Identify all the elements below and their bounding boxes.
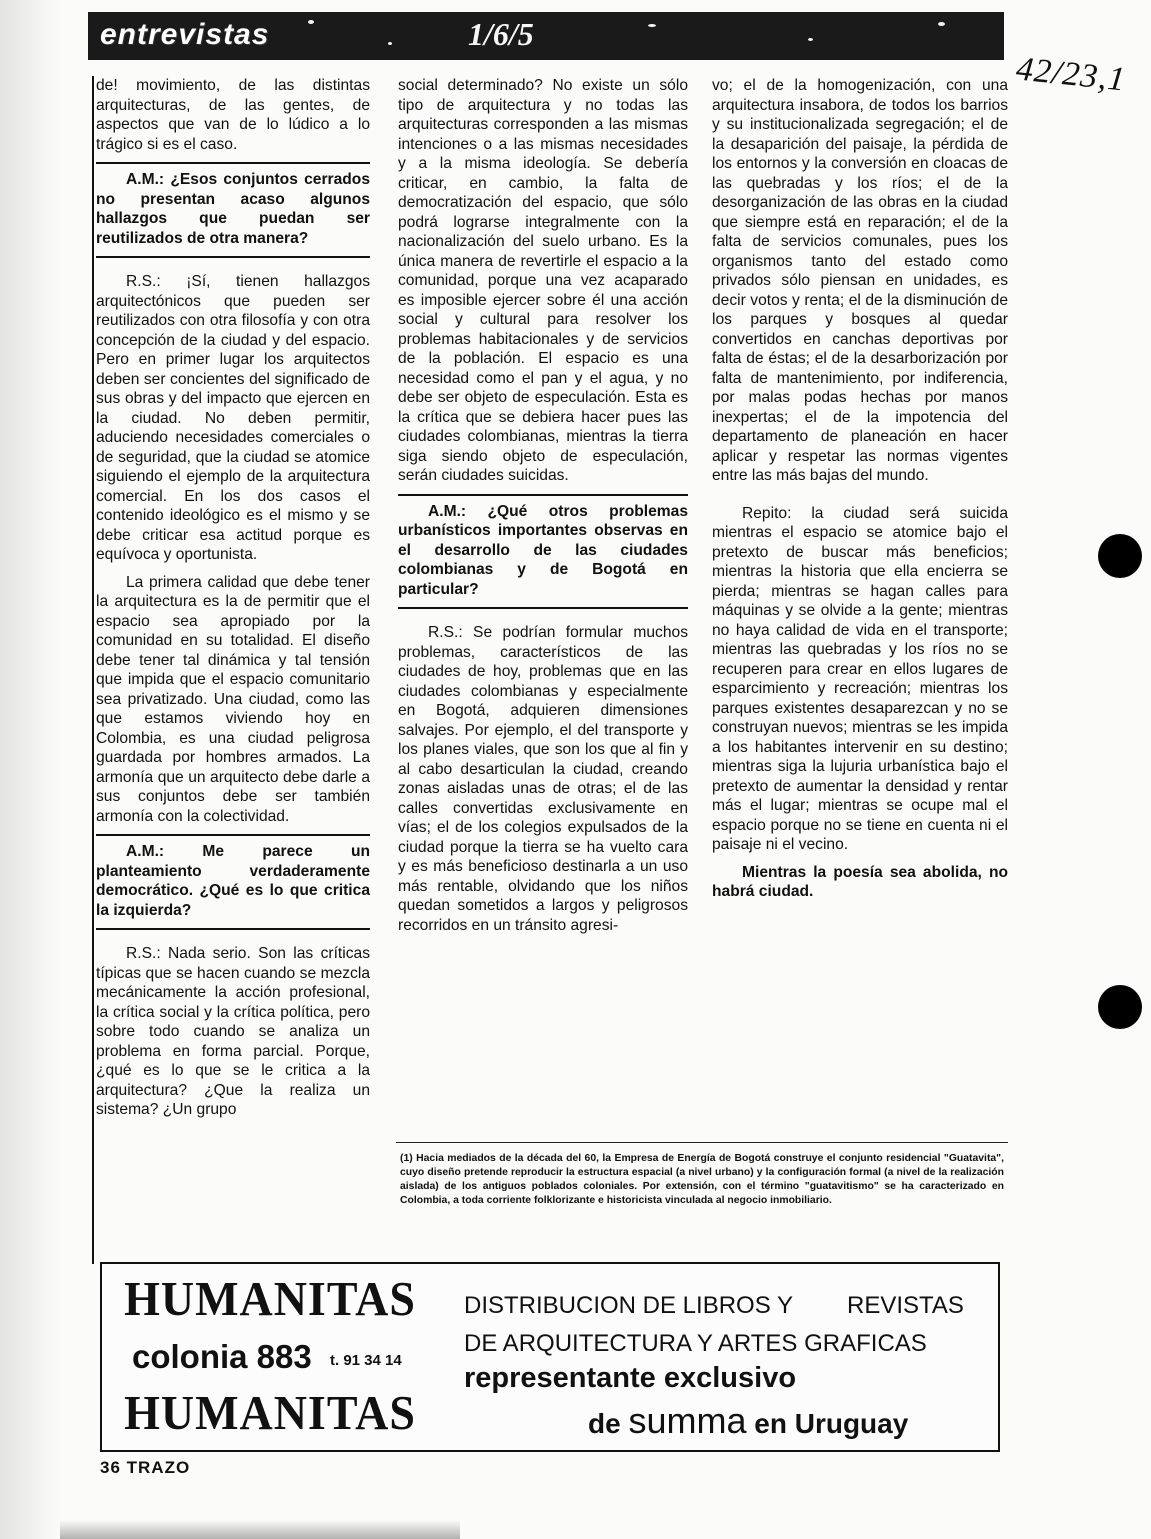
ad-text: REVISTAS (847, 1292, 964, 1319)
footnote-divider (396, 1142, 1008, 1143)
answer: R.S.: Nada serio. Son las críticas típicas que se hacen cuando se mezcla mecánicamente la acción profesional, la crítica social y la crítica política, pero sobre todo cuando se analiza un problema en forma parcial. Porque, ¿qué es lo que se le critica a la arquitectura? ¿Que la realiza un sistema? ¿Un grupo (96, 945, 370, 1118)
ad-text-de: de (588, 1408, 621, 1439)
scan-smudge (60, 1520, 460, 1539)
advertiser-phone: t. 91 34 14 (330, 1352, 402, 1369)
ad-text: DE ARQUITECTURA Y ARTES GRAFICAS (464, 1330, 927, 1357)
divider (398, 607, 688, 609)
ad-text: DISTRIBUCION DE LIBROS Y (464, 1292, 793, 1319)
advertiser-address: colonia 883 (132, 1338, 312, 1375)
question: A.M.: ¿Esos conjuntos cerrados no presentan acaso algunos hallazgos que puedan ser reutilizados de otra manera? (96, 171, 370, 247)
divider (96, 162, 370, 164)
closing-line: Mientras la poesía sea abolida, no habrá ciudad. (712, 863, 1008, 900)
advertiser-logo (120, 1271, 420, 1442)
divider (398, 494, 688, 496)
divider (96, 834, 370, 836)
archive-number: 42/23,1 (1014, 50, 1128, 99)
binder-hole (1098, 534, 1142, 578)
binder-hole (1098, 985, 1142, 1029)
column-3 (712, 76, 1008, 902)
divider (96, 928, 370, 930)
brand-name: HUMANITAS (124, 1385, 416, 1440)
ad-text-uruguay: en Uruguay (754, 1408, 909, 1439)
column-1 (92, 76, 370, 1264)
handwritten-mark: 1/6/5 (468, 16, 534, 52)
footnote: (1) Hacia mediados de la década del 60, la Empresa de Energía de Bogotá construye el conjunto residencial "Guatavita", cuyo diseño pretende reproducir la estructura espacial (a nivel urbano) y la configuración formal (a nivel de la realización aislada) de los antiguos poblados coloniales. Por extensión, con el término "guatavitismo" se ha caracterizado en Colombia, a toda corriente folklorizante e historicista vinculada al negocio inmobiliario. (400, 1153, 1004, 1206)
paragraph: La primera calidad que debe tener la arquitectura es la de permitir que el espacio sea apropiado por la comunidad en su totalidad. El diseño debe tener tal dinámica y tal tensión que impida que el espacio comunitario sea privatizado. Una ciudad, como las que estamos viviendo hoy en Colombia, es una ciudad peligrosa guardada por hombres armados. La armonía que un arquitecto debe darle a sus conjuntos debe ser también armonía con la colectividad. (96, 573, 370, 825)
scan-shadow (0, 0, 60, 1539)
question: A.M.: ¿Qué otros problemas urbanísticos importantes observas en el desarrollo de las ciudades colombianas y de Bogotá en particular? (398, 502, 688, 598)
paragraph: de! movimiento, de las distintas arquitecturas, de las gentes, de aspectos que van de lo lúdico a lo trágico si es el caso. (96, 77, 370, 153)
brand-name: HUMANITAS (124, 1271, 416, 1326)
ad-text: representante exclusivo (464, 1362, 797, 1394)
ad-text (588, 1400, 908, 1442)
paragraph: vo; el de la homogenización, con una arquitectura insabora, de todos los barrios y su institucionalizada segregación; el de la desaparición del paisaje, la pérdida de los entornos y la conversión en cloacas de las quebradas y los ríos; el de la desorganización de las obras en la ciudad que siempre está en reparación; el de la falta de servicios comunales, pues los organismos tanto del estado como privados sólo piensan en unidades, es decir votos y renta; el de la disminución de los parques y bosques al quedar convertidos en canchas deportivas por falta de éstas; el de la desarborización por falta de mantenimiento, por indiferencia, por malas podas hechas por manos inexpertas; el de la impotencia del departamento de planeación en hacer aplicar y respetar las normas vigentes entre las más bajas del mundo. (712, 77, 1008, 484)
column-2 (398, 76, 688, 935)
divider (96, 256, 370, 258)
answer: R.S.: ¡Sí, tienen hallazgos arquitectónicos que pueden ser reutilizados con otra filosofía y con otra concepción de la ciudad y del espacio. Pero en primer lugar los arquitectos deben ser concientes del significado de sus obras y del impacto que ejercen en la ciudad. No deben permitir, aduciendo necesidades comerciales o de seguridad, que la ciudad se atomice siguiendo el ejemplo de la arquitectura comercial. En los dos casos el contenido ideológico es el mismo y se debe criticar esa actitud porque es equívoca y oportunista. (96, 273, 370, 563)
paragraph: Repito: la ciudad será suicida mientras el espacio se atomice bajo el pretexto de buscar más beneficios; mientras la historia que ella encierra se pierda; mientras se hagan calles para máquinas y se olvide a la gente; mientras no haya calidad de vida en el transporte; mientras las quebradas y los ríos no se recuperen para crear en ellos lugares de esparcimiento y recreación; mientras los parques existentes desaparezcan y no se construyan nuevos; mientras se les impida a los habitantes intervenir en su destino; mientras siga la lujuria urbanística bajo el pretexto de aumentar la densidad y rentar más el lugar; mientras se ocupe mal el espacio porque no se tiene en cuenta ni el paisaje ni el vecino. (712, 504, 1008, 853)
page-footer: 36 TRAZO (100, 1458, 191, 1477)
question: A.M.: Me parece un planteamiento verdaderamente democrático. ¿Qué es lo que critica la izquierda? (96, 843, 370, 919)
answer: R.S.: Se podrían formular muchos problemas, característicos de las ciudades de hoy, problemas que en las ciudades colombianas y especialmente en Bogotá, adquieren dimensiones salvajes. Por ejemplo, el del transporte y los planes viales, que son los que al fin y al cabo desarticulan la ciudad, creando zonas aisladas unas de otras; el de las calles convertidas exclusivamente en vías; el de los colegios expulsados de la ciudad porque la tierra se ha vuelto cara y es más beneficioso destinarla a un uso más rentable, olvidando que los niños quedan sometidos a largos y peligrosos recorridos en un tránsito agresi- (398, 624, 688, 934)
advertisement (100, 1262, 1000, 1452)
summa-logo: summa (628, 1400, 747, 1441)
section-label: entrevistas (100, 18, 270, 51)
paragraph: social determinado? No existe un sólo tipo de arquitectura y no todas las arquitecturas corresponden a las mismas intenciones o a las mismas necesidades y a la misma ideología. Se debería criticar, en cambio, la falta de democratización del espacio, que sólo podrá lograrse integralmente con la nacionalización del suelo urbano. Es la única manera de revertirle el espacio a la comunidad, porque una vez acaparado es imposible ejercer sobre él una acción social y cultural para resolver los problemas habitacionales y de servicios de la población. El espacio es una necesidad como el pan y el agua, y no debe ser objeto de especulación. Esta es la crítica que se debiera hacer pues las ciudades colombianas, mientras la tierra siga siendo objeto de especulación, serán ciudades suicidas. (398, 77, 688, 484)
